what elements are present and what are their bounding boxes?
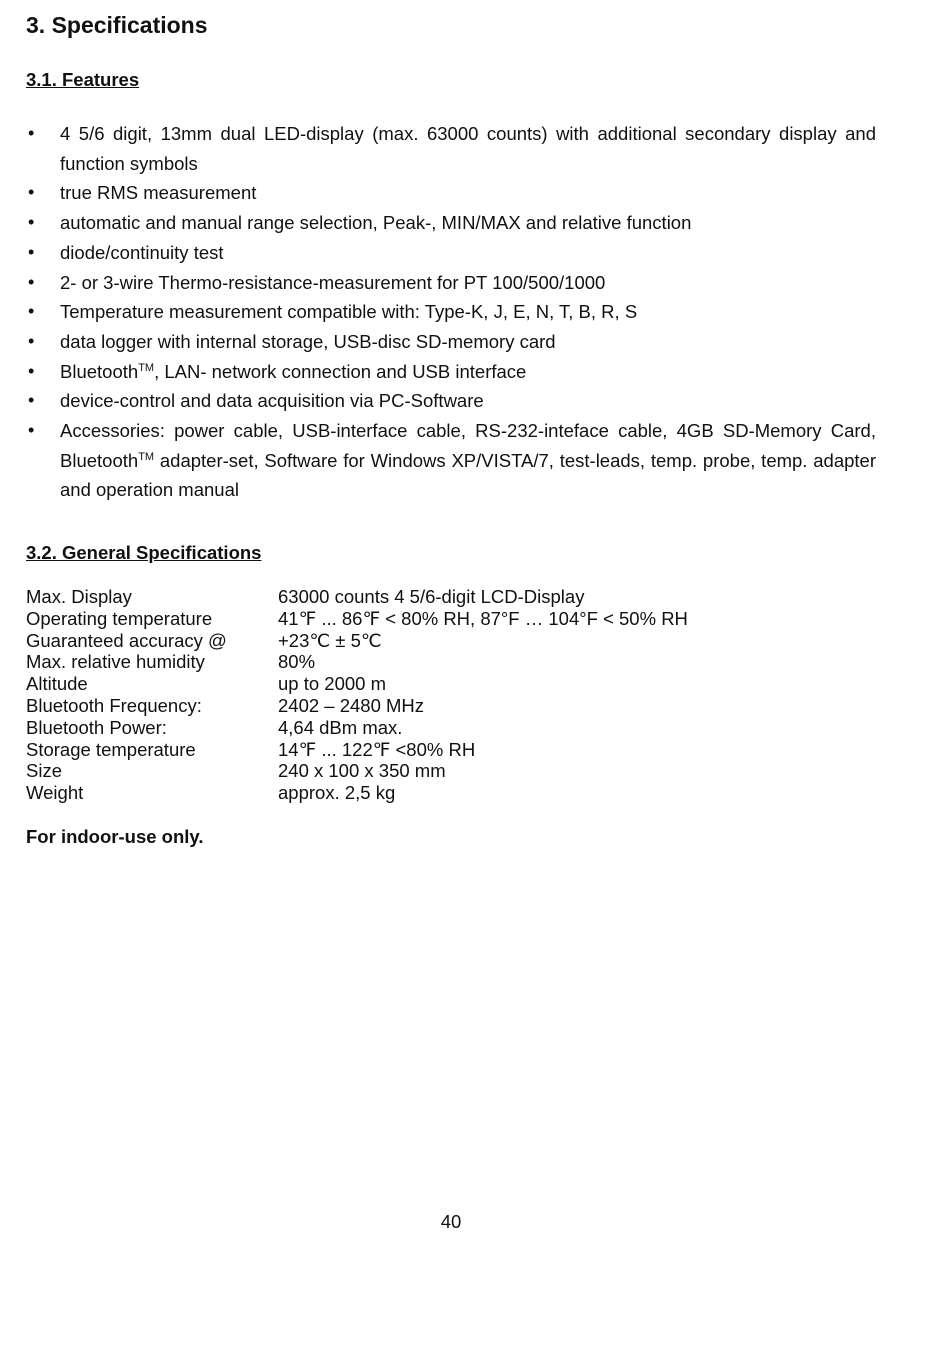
spec-label: Weight [26, 782, 84, 804]
section-title: 3. Specifications [26, 12, 208, 38]
spec-label: Bluetooth Power: [26, 716, 167, 738]
spec-value: 4,64 dBm max. [278, 716, 403, 738]
feature-text: Temperature measurement compatible with: Type-K, J, E, N, T, B, R, S [60, 301, 638, 323]
spec-label: Altitude [26, 673, 88, 695]
feature-text: , LAN- network connection and USB interface [154, 360, 527, 382]
feature-text: device-control and data acquisition via PC-Software [60, 390, 484, 412]
feature-text: Accessories: power cable, USB-interface cable, RS-232-inteface cable, 4GB SD-Memory Card, Bluetooth [60, 420, 876, 471]
feature-text: adapter-set, Software for Windows XP/VISTA/7, test-leads, temp. probe, temp. adapter and operation manual [60, 449, 876, 501]
features-list [26, 119, 876, 505]
feature-item [26, 178, 876, 208]
feature-item [26, 268, 876, 298]
spec-row [26, 651, 876, 673]
spec-table [26, 586, 876, 804]
spec-label: Size [26, 760, 62, 782]
feature-text: true RMS measurement [60, 182, 257, 204]
spec-row [26, 695, 876, 717]
spec-label: Max. relative humidity [26, 651, 205, 673]
spec-row [26, 717, 876, 739]
spec-row [26, 673, 876, 695]
spec-label: Operating temperature [26, 607, 213, 629]
spec-label: Guaranteed accuracy @ [26, 629, 227, 651]
feature-text: automatic and manual range selection, Peak-, MIN/MAX and relative function [60, 212, 692, 234]
trademark-superscript: TM [138, 450, 155, 463]
features-heading: 3.1. Features [26, 69, 140, 90]
spec-row [26, 586, 876, 608]
general-specs-heading: 3.2. General Specifications [26, 542, 262, 563]
feature-item [26, 416, 876, 505]
spec-value: +23℃ ± 5℃ [278, 629, 382, 651]
feature-text: data logger with internal storage, USB-disc SD-memory card [60, 330, 556, 352]
spec-row [26, 760, 876, 782]
feature-item [26, 357, 876, 387]
feature-item [26, 238, 876, 268]
spec-row [26, 630, 876, 652]
spec-value: 63000 counts 4 5/6-digit LCD-Display [278, 586, 585, 607]
spec-value: 2402 – 2480 MHz [278, 694, 425, 716]
feature-item [26, 386, 876, 416]
indoor-use-note: For indoor-use only. [26, 826, 204, 847]
trademark-superscript: TM [138, 361, 155, 374]
feature-item [26, 208, 876, 238]
spec-label: Storage temperature [26, 738, 196, 760]
feature-text: Bluetooth [60, 360, 139, 382]
spec-row [26, 739, 876, 761]
spec-value: 41℉ ... 86℉ < 80% RH, 87°F … 104°F < 50% RH [278, 607, 688, 629]
spec-label: Max. Display [26, 586, 132, 607]
page-number: 40 [440, 1211, 462, 1232]
spec-value: up to 2000 m [278, 673, 386, 695]
spec-value: 240 x 100 x 350 mm [278, 760, 446, 782]
feature-text: diode/continuity test [60, 241, 224, 263]
feature-text: 2- or 3-wire Thermo-resistance-measurement for PT 100/500/1000 [60, 271, 606, 293]
spec-row [26, 608, 876, 630]
spec-row [26, 782, 876, 804]
spec-value: 14℉ ... 122℉ <80% RH [278, 738, 476, 760]
spec-label: Bluetooth Frequency: [26, 694, 202, 716]
spec-value: approx. 2,5 kg [278, 782, 396, 804]
feature-text: 4 5/6 digit, 13mm dual LED-display (max. 63000 counts) with additional secondary display and function symbols [60, 123, 876, 174]
feature-item [26, 297, 876, 327]
spec-value: 80% [278, 651, 316, 673]
feature-item [26, 119, 876, 178]
feature-item [26, 327, 876, 357]
